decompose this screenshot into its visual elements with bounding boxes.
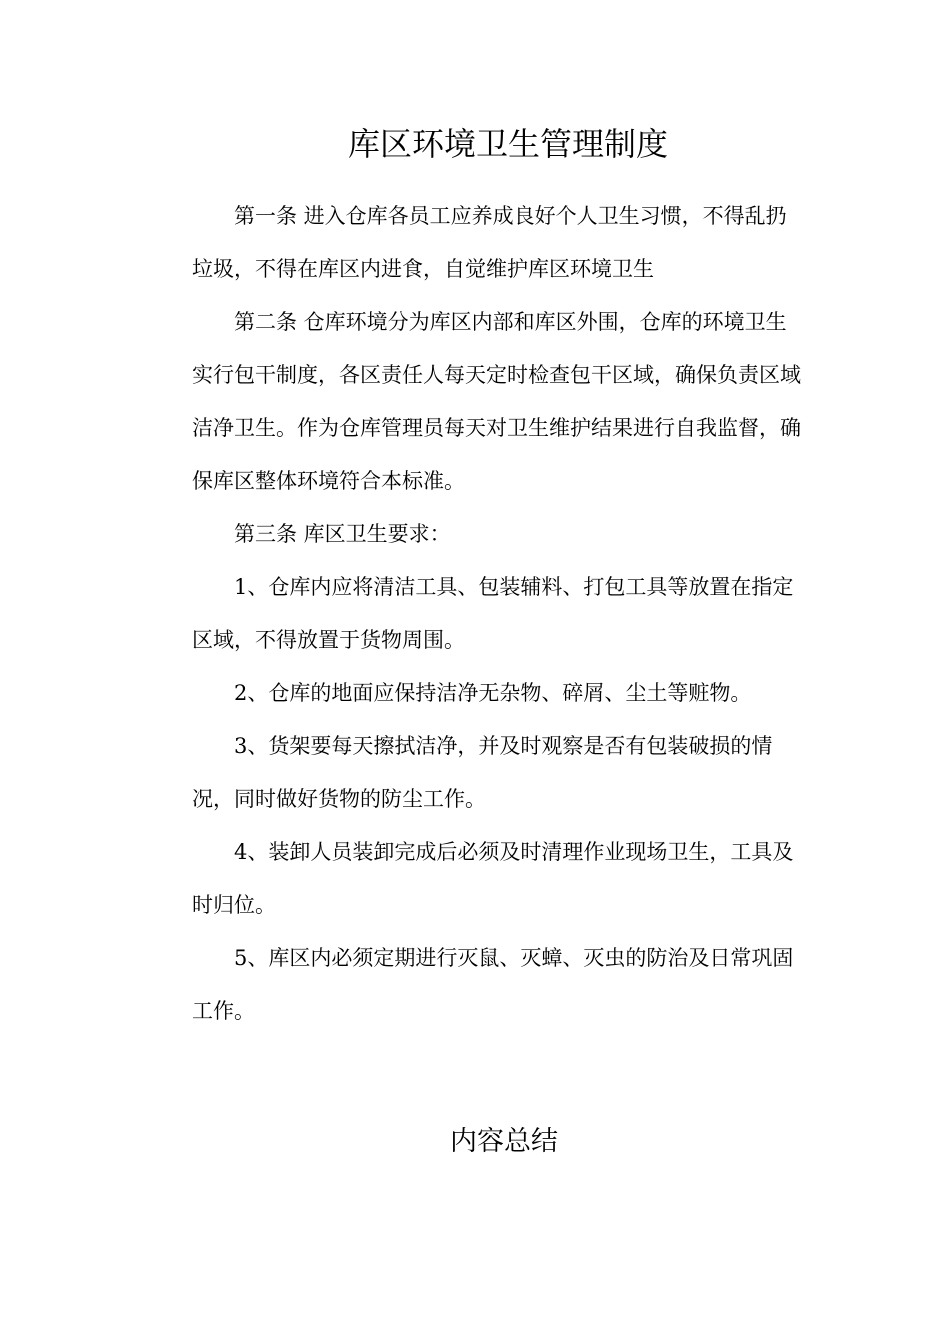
article-2-paragraph bbox=[150, 296, 802, 508]
paragraph-line: 区域，不得放置于货物周围。 bbox=[192, 628, 465, 652]
requirement-2-paragraph bbox=[150, 667, 802, 720]
paragraph-line: 5、库区内必须定期进行灭鼠、灭蟑、灭虫的防治及日常巩固 bbox=[234, 946, 794, 970]
requirement-5-paragraph bbox=[150, 932, 802, 1038]
paragraph-line: 1、仓库内应将清洁工具、包装辅料、打包工具等放置在指定 bbox=[234, 575, 794, 599]
document-title: 库区环境卫生管理制度 bbox=[347, 125, 668, 163]
paragraph-line: 第二条 仓库环境分为库区内部和库区外围，仓库的环境卫生 bbox=[234, 310, 787, 334]
article-1-paragraph bbox=[150, 190, 802, 296]
paragraph-line: 洁净卫生。作为仓库管理员每天对卫生维护结果进行自我监督，确 bbox=[192, 416, 801, 440]
paragraph-line: 第三条 库区卫生要求： bbox=[234, 522, 451, 546]
paragraph-line: 4、装卸人员装卸完成后必须及时清理作业现场卫生，工具及 bbox=[234, 840, 794, 864]
paragraph-line: 时归位。 bbox=[192, 893, 276, 917]
paragraph-line: 况，同时做好货物的防尘工作。 bbox=[192, 787, 486, 811]
requirement-3-paragraph bbox=[150, 720, 802, 826]
article-3-heading bbox=[150, 508, 802, 561]
summary-heading: 内容总结 bbox=[450, 1126, 558, 1157]
paragraph-line: 3、货架要每天擦拭洁净，并及时观察是否有包装破损的情 bbox=[234, 734, 773, 758]
requirement-4-paragraph bbox=[150, 826, 802, 932]
requirement-1-paragraph bbox=[150, 561, 802, 667]
paragraph-line: 垃圾，不得在库区内进食，自觉维护库区环境卫生 bbox=[192, 257, 654, 281]
paragraph-line: 保库区整体环境符合本标准。 bbox=[192, 469, 465, 493]
paragraph-line: 2、仓库的地面应保持洁净无杂物、碎屑、尘土等赃物。 bbox=[234, 681, 752, 705]
document-body bbox=[150, 190, 802, 1038]
paragraph-line: 实行包干制度，各区责任人每天定时检查包干区域，确保负责区域 bbox=[192, 363, 801, 387]
paragraph-line: 第一条 进入仓库各员工应养成良好个人卫生习惯，不得乱扔 bbox=[234, 204, 787, 228]
paragraph-line: 工作。 bbox=[192, 999, 255, 1023]
